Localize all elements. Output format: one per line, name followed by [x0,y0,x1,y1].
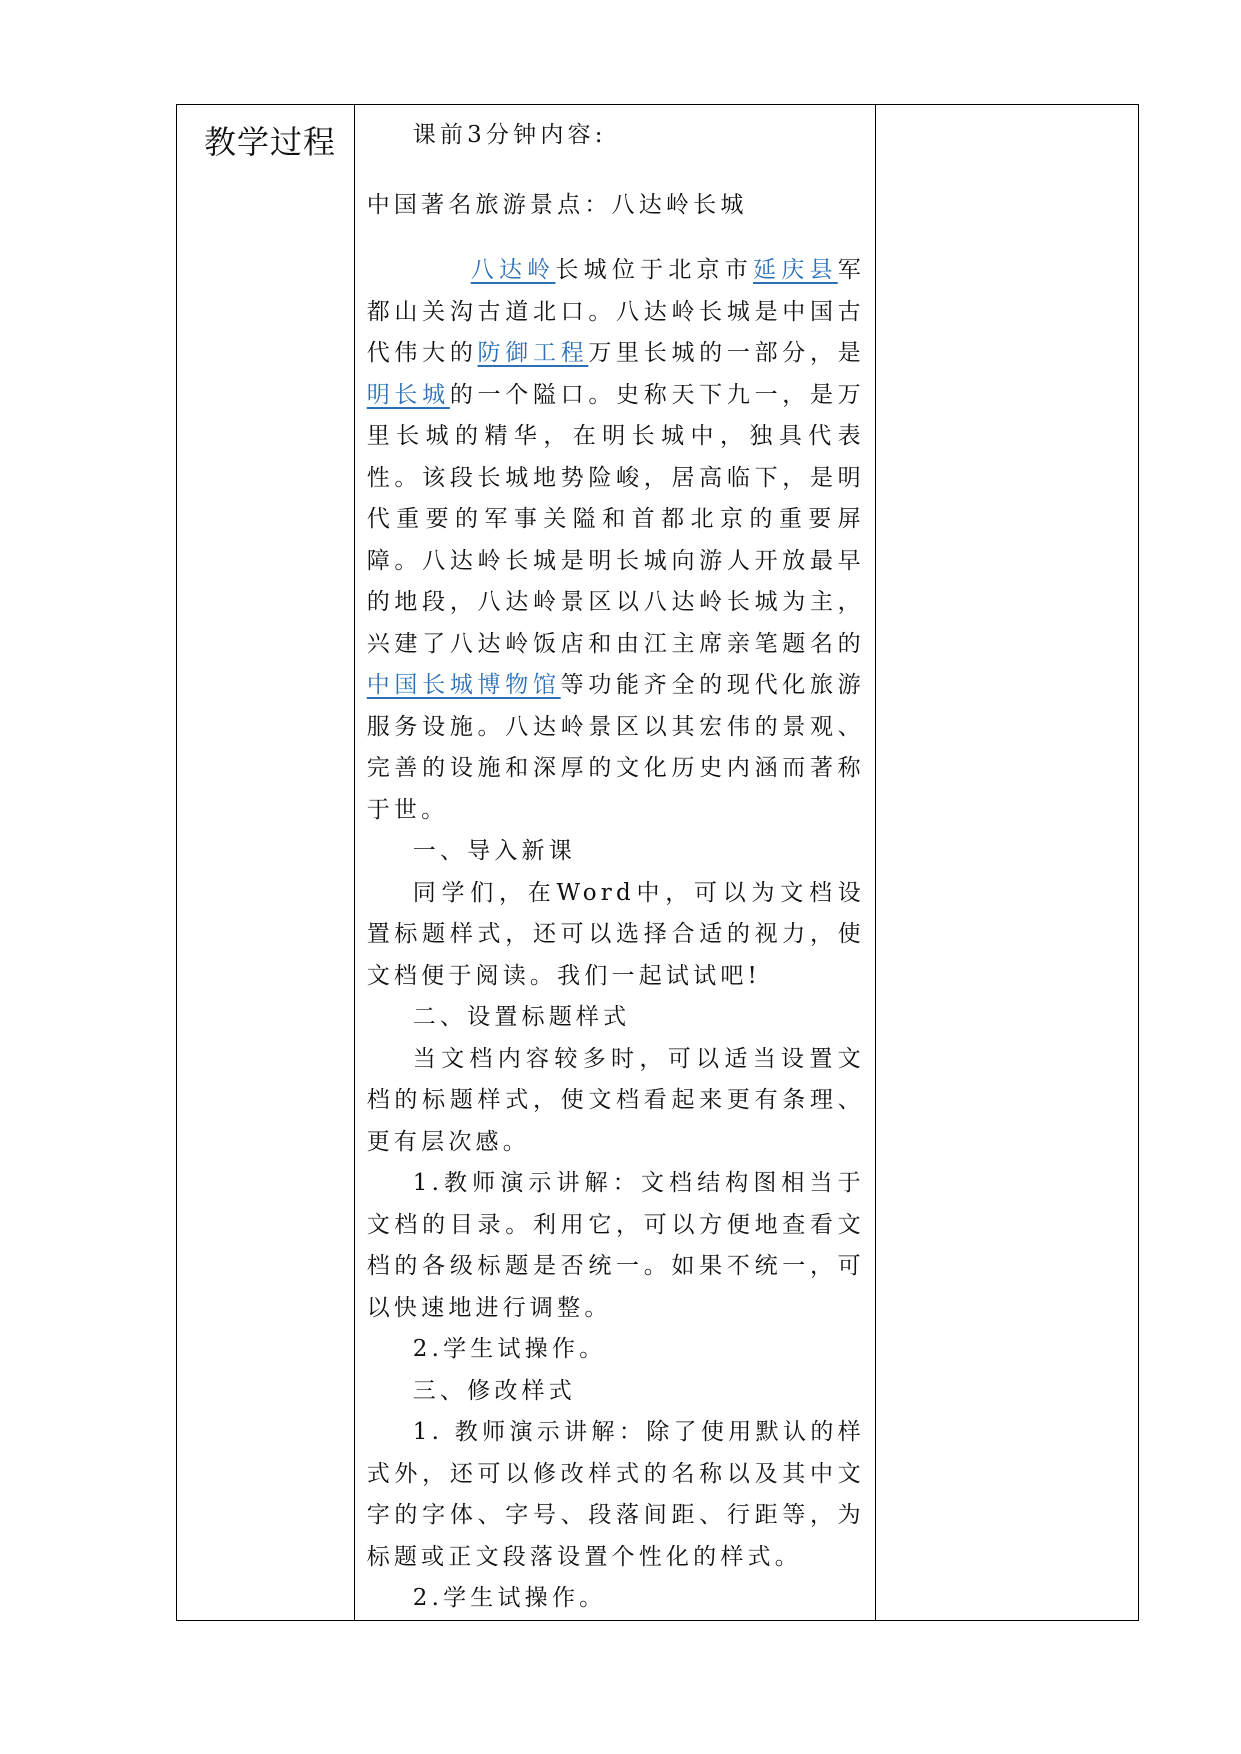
lesson-plan-table [176,104,1139,1621]
text-segment: 的一个隘口。史称天下九一，是万里长城的精华，在明长城中，独具代表性。该段长城地势险峻，居高临下，是明代重要的军事关隘和首都北京的重要屏障。八达岭长城是明长城向游人开放最早的地段，八达岭景区以八达岭长城为主，兴建了八达岭饭店和由江主席亲笔题名的 [366,381,865,657]
label-cell [177,105,355,1621]
link-ming-great-wall[interactable]: 明长城 [366,381,450,408]
text-segment: 军都山关沟古道北口。八达岭长城是中国古代伟大的 [366,257,865,366]
student-practice-paragraph-2: 2.学生试操作。 [412,1585,607,1611]
teacher-demo-paragraph: 1.教师演示讲解：文档结构图相当于文档的目录。利用它，可以方便地查看文档的各级标题是否统一。如果不统一，可以快速地进行调整。 [366,1170,865,1321]
link-badaling[interactable]: 八达岭 [470,257,556,283]
section-heading-intro: 一、导入新课 [412,838,576,864]
text-segment: 等功能齐全的现代化旅游服务设施。八达岭景区以其宏伟的景观、完善的设施和深厚的文化历史内涵而著称于世。 [366,672,865,823]
table-row [177,105,1139,1621]
text-segment: 长城位于北京市 [555,257,753,283]
title-style-paragraph: 当文档内容较多时，可以适当设置文档的标题样式，使文档看起来更有条理、更有层次感。 [366,1045,865,1155]
link-defense-project[interactable]: 防御工程 [477,340,589,366]
notes-cell [875,105,1138,1621]
link-yanqing-county[interactable]: 延庆县 [753,257,838,283]
link-great-wall-museum[interactable]: 中国长城博物馆 [366,672,561,698]
modify-style-paragraph: 1. 教师演示讲解：除了使用默认的样式外，还可以修改样式的名称以及其中文字的字体、字号、段落间距、行距等，为标题或正文段落设置个性化的样式。 [366,1419,865,1570]
scenic-spot-title: 中国著名旅游景点：八达岭长城 [366,191,748,218]
section-label: 教学过程 [204,123,337,161]
lesson-body [355,105,875,1620]
text-segment: 万里长城的一部分，是 [588,340,865,366]
section-heading-modify-style: 三、修改样式 [412,1377,576,1404]
badaling-description [367,250,865,831]
intro-paragraph: 同学们，在Word中，可以为文档设置标题样式，还可以选择合适的视力，使文档便于阅读。我们一起试试吧! [366,879,865,989]
body-cell [354,105,875,1621]
pre-class-heading: 课前3分钟内容: [412,122,607,148]
student-practice-paragraph: 2.学生试操作。 [412,1336,607,1362]
section-heading-title-style: 二、设置标题样式 [412,1004,631,1030]
